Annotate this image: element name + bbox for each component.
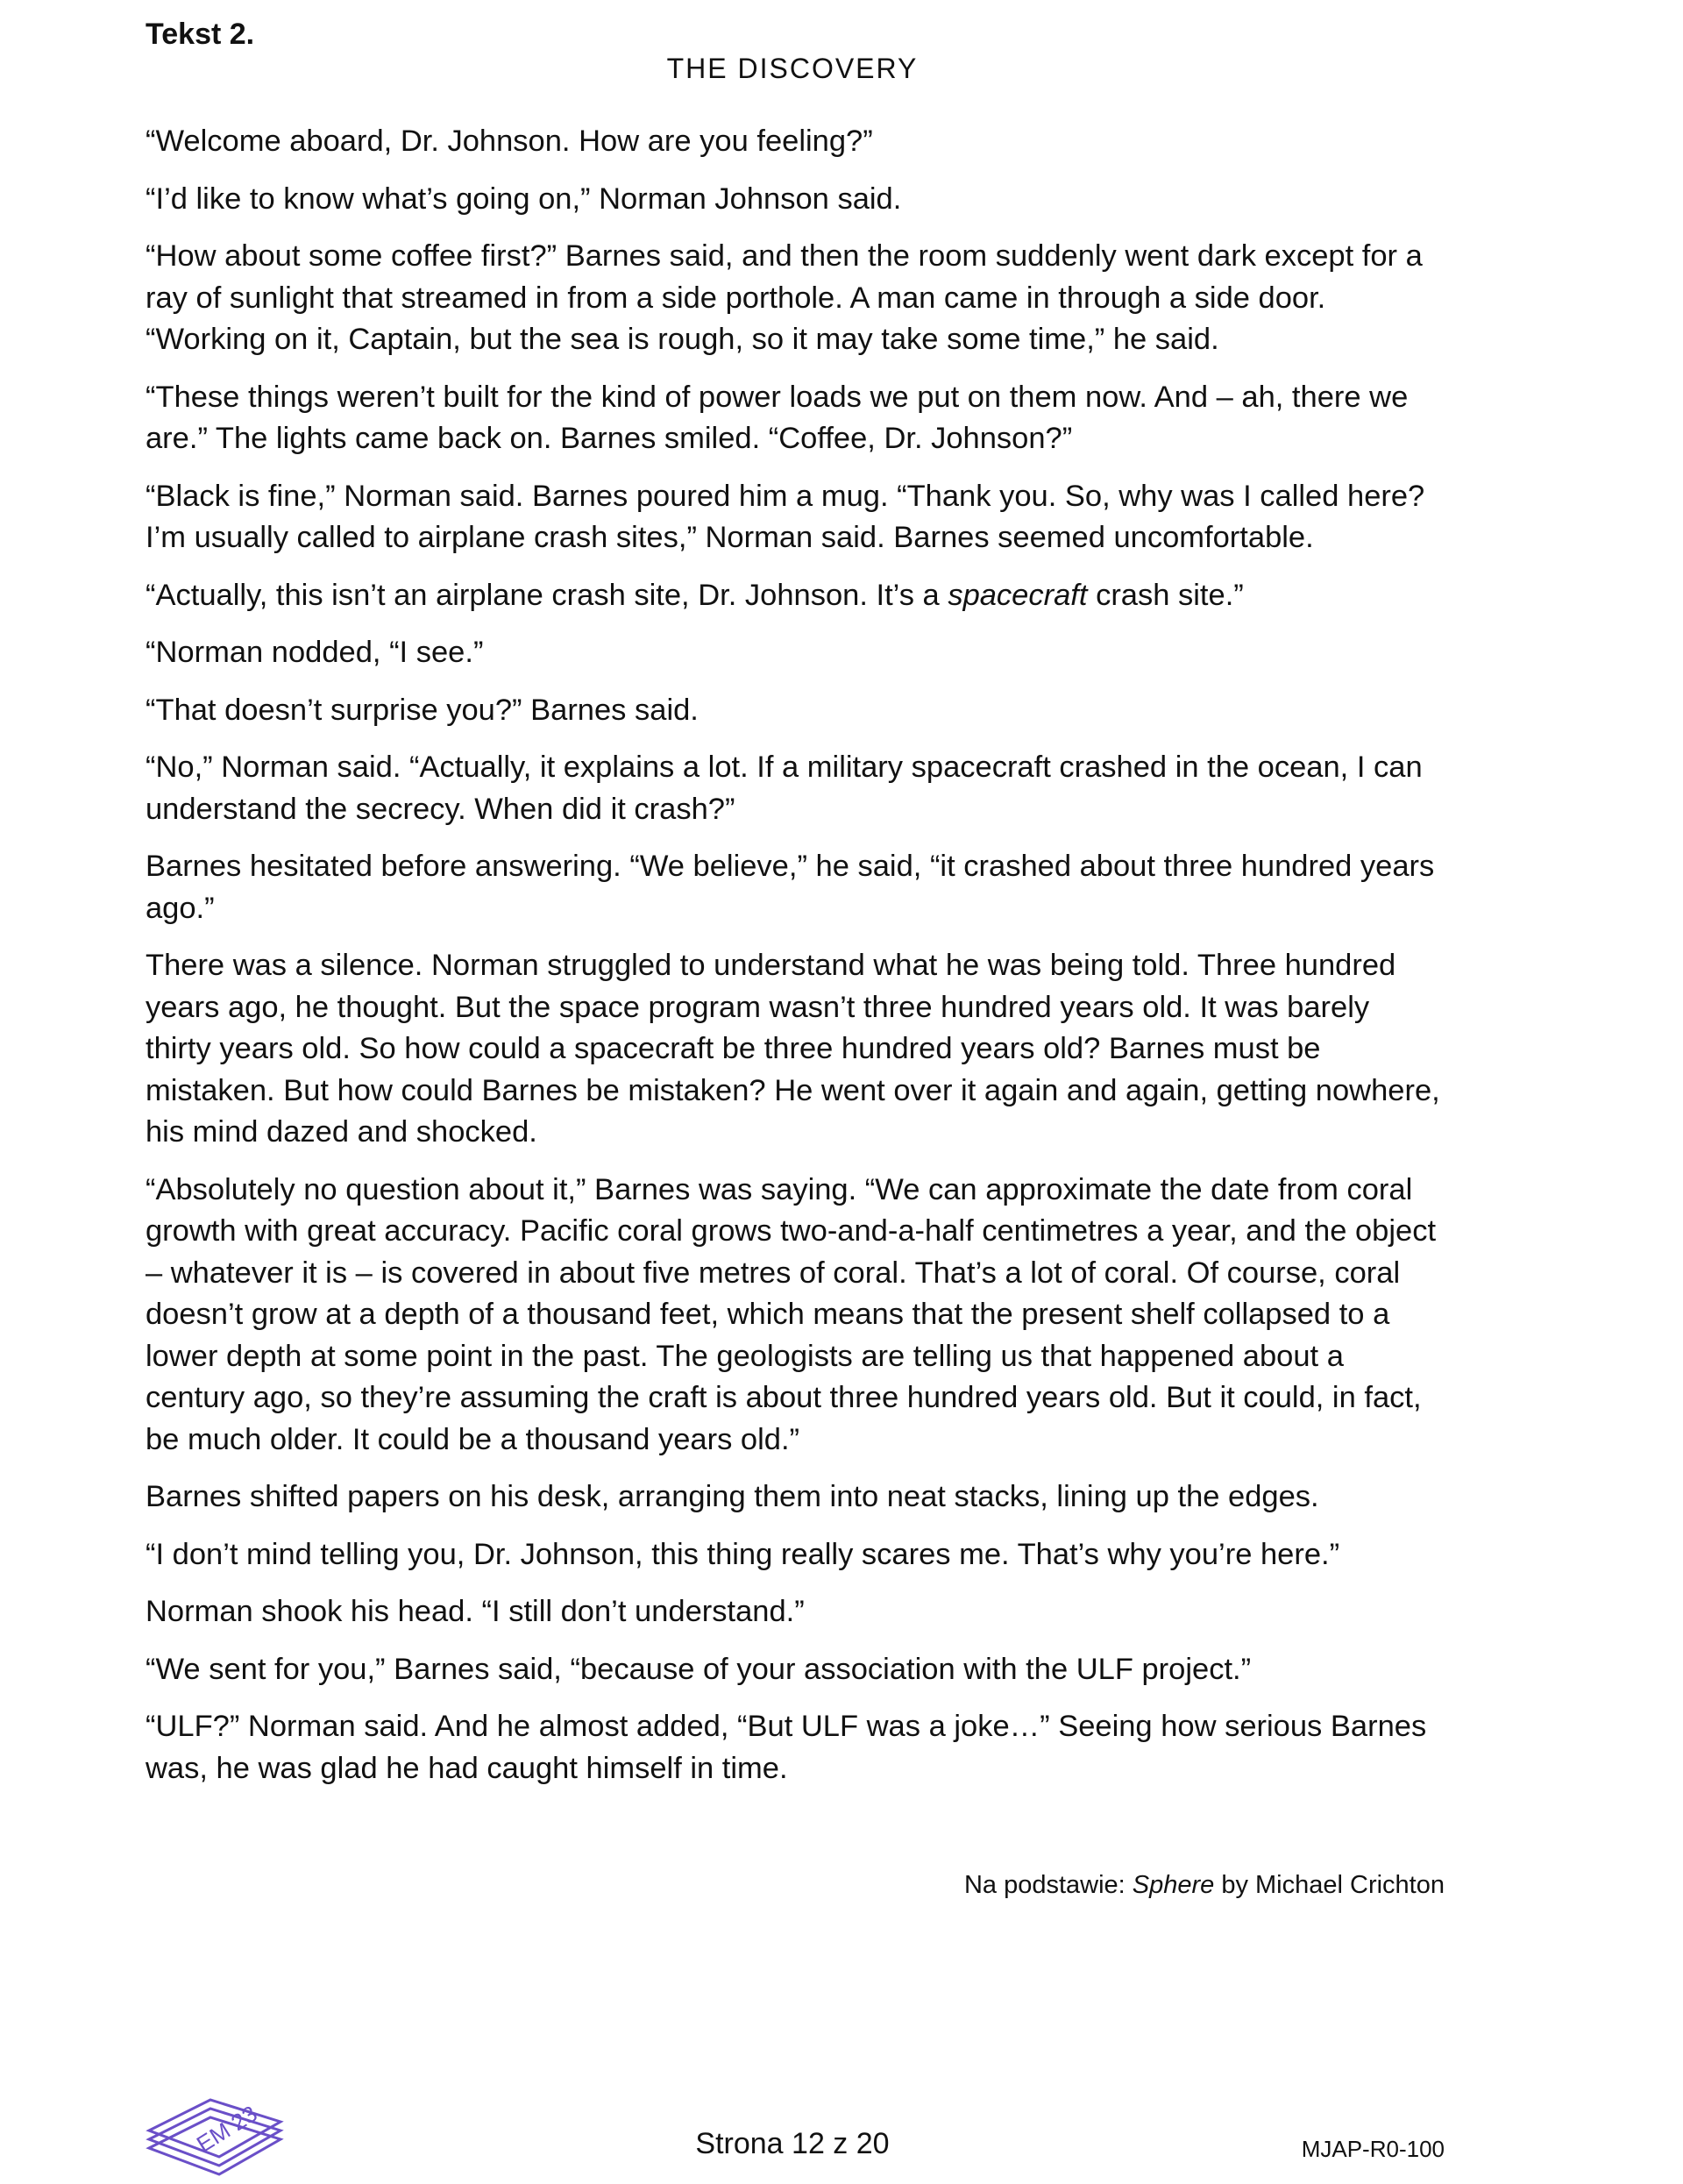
paragraph: “No,” Norman said. “Actually, it explains a lot. If a military spacecraft crashed in the ocean, I can understand the secrecy. When did it crash?” [146,751,1423,826]
paragraph: Norman shook his head. “I still don’t understand.” [146,1595,805,1628]
source-book-title: Sphere [1132,1871,1215,1899]
source-prefix: Na podstawie: [963,1871,1133,1899]
paragraph: “These things weren’t built for the kind of power loads we put on them now. And – ah, there we are.” The lights came back on. Barnes smiled. “Coffee, Dr. Johnson?” [146,380,1409,455]
text-label: Tekst 2. [146,18,255,51]
source-author: by Michael Crichton [1214,1871,1445,1899]
logo-text: EM 23 [191,2100,262,2158]
paragraph: “I’d like to know what’s going on,” Norman Johnson said. [146,181,902,216]
paragraph-part: “Actually, this isn’t an airplane crash site, Dr. Johnson. It’s a [146,578,948,612]
paragraph: Barnes hesitated before answering. “We believe,” he said, “it crashed about three hundred years ago.” [146,850,1435,925]
paragraph: “That doesn’t surprise you?” Barnes said. [146,693,699,727]
exam-code: MJAP-R0-100 [1301,2136,1445,2162]
paragraph-part: crash site.” [1087,578,1244,612]
paragraph: There was a silence. Norman struggled to understand what he was being told. Three hundred years ago, he thought. But the space program wasn’t three hundred years old. It was barely thirty years old. So how could a spacecraft be three hundred years old? Barnes must be mistaken. But how could Barnes be mistaken? He went over it again and again, getting nowhere, his mind dazed and shocked. [146,949,1440,1149]
paragraph: Barnes shifted papers on his desk, arranging them into neat stacks, lining up the edges. [146,1480,1319,1513]
paragraph: “ULF?” Norman said. And he almost added, “But ULF was a joke…” Seeing how serious Barnes was, he was glad he had caught himself in time. [146,1710,1427,1785]
paragraph: “Welcome aboard, Dr. Johnson. How are you feeling?” [146,124,873,158]
source-citation [964,1871,1445,1900]
paragraph: “Absolutely no question about it,” Barnes was saying. “We can approximate the date from coral growth with great accuracy. Pacific coral grows two-and-a-half centimetres a year, and the object – whatever it is – is covered in about five metres of coral. That’s a lot of coral. Of course, coral doesn’t grow at a depth of a thousand feet, which means that the present shelf collapsed to a lower depth at some point in the past. The geologists are telling us that happened about a century ago, so they’re assuming the craft is about three hundred years old. But it could, in fact, be much older. It could be a thousand years old.” [146,1172,1437,1456]
paragraph: “I don’t mind telling you, Dr. Johnson, this thing really scares me. That’s why you’re here.” [146,1537,1340,1571]
story-text [146,121,1443,1805]
text-title: THE DISCOVERY [666,53,919,84]
paragraph-spacecraft [146,575,1443,617]
paragraph: “Norman nodded, “I see.” [146,636,484,669]
paragraph: “How about some coffee first?” Barnes said, and then the room suddenly went dark except for a ray of sunlight that streamed in from a side porthole. A man came in through a side door. “Working on it, Captain, but the sea is rough, so it may take some time,” he said. [146,239,1423,356]
paragraph: “Black is fine,” Norman said. Barnes poured him a mug. “Thank you. So, why was I called here? I’m usually called to airplane crash sites,” Norman said. Barnes seemed uncomfortable. [146,479,1425,554]
paragraph: “We sent for you,” Barnes said, “because of your association with the ULF project.” [146,1652,1252,1686]
emphasis-word: spacecraft [948,578,1088,612]
page-number: Strona 12 z 20 [695,2127,890,2160]
